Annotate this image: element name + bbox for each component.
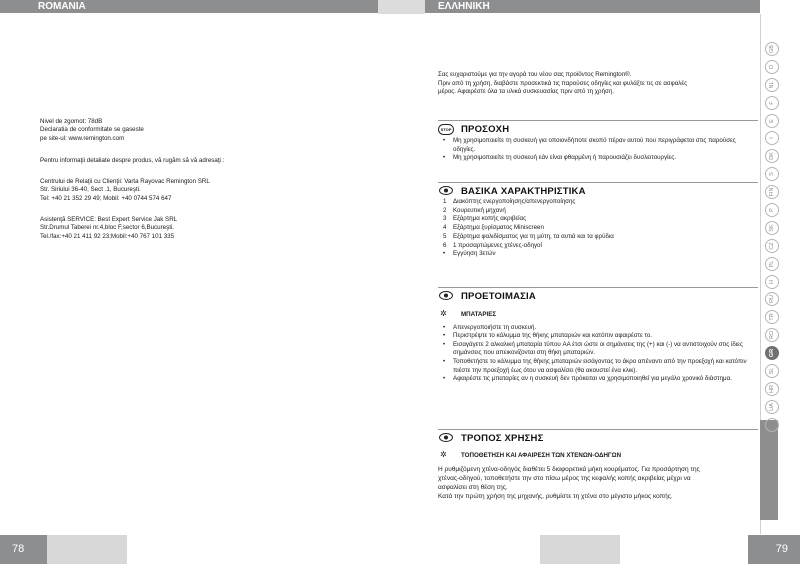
list-item: • Εγγύηση 3ετών [438, 250, 758, 259]
language-tab-cz[interactable]: CZ [765, 239, 779, 253]
list-item: • Μη χρησιμοποιείτε τη συσκευή εάν είναι φθαρμένη ή παρουσιάζει δυσλειτουργίες. [438, 154, 758, 163]
left-page-number: 78 [12, 543, 25, 555]
features-heading [438, 182, 758, 198]
right-footer [748, 535, 800, 564]
intro-line: Σας ευχαριστούμε για την αγορά του νέου σας προϊόντος Remington®. [438, 71, 632, 78]
right-page-title: ΕΛΛΗΝΙΚΗ [438, 1, 490, 12]
usage-line: ασφαλίσει στη θέση της. [438, 484, 508, 491]
language-tab-gb[interactable]: GB [765, 42, 779, 56]
preparation-title: ΠΡΟΕΤΟΙΜΑΣΙΑ [461, 291, 536, 302]
service-phone: Tel./fax:+40 21 411 92 23;Mobil:+40 767 101 335 [40, 232, 175, 240]
eye-icon [439, 186, 453, 195]
language-tab-hr[interactable]: HR [765, 382, 779, 396]
caution-title: ΠΡΟΣΟΧΗ [461, 124, 510, 135]
batteries-subtitle: ΜΠΑΤΑΡΙΕΣ [461, 311, 497, 318]
language-tab-sl[interactable]: SL [765, 364, 779, 378]
preparation-body [438, 311, 758, 384]
left-footer [0, 535, 47, 564]
list-item [438, 207, 758, 216]
language-tab-e[interactable]: E [765, 114, 779, 128]
language-tab-ru[interactable]: RU [765, 292, 779, 306]
service-block [40, 216, 340, 241]
item-number: 3 [443, 215, 447, 223]
item-text: Εξάρτημα ξυρίσματος Miniscreen [453, 224, 544, 232]
list-item [438, 233, 758, 242]
conformity-line: Declaratia de conformitate se gaseste [40, 126, 144, 134]
right-footer-accent [540, 535, 620, 564]
usage-body [438, 452, 758, 501]
language-tab-dk[interactable]: DK [765, 149, 779, 163]
list-item [438, 242, 758, 251]
noise-level: Nivel de zgomot: 78dB [40, 118, 103, 125]
language-tab-tr[interactable]: TR [765, 310, 779, 324]
item-text: Κουρευτική μηχανή [453, 206, 506, 214]
intro-line: Πριν από τη χρήση, διαβάστε προσεκτικά τις παρούσες οδηγίες και φυλάξτε τις σε ασφαλές [438, 79, 688, 87]
caution-list [438, 137, 758, 163]
info-block [40, 157, 340, 165]
customer-center-phone: Tel: +40 21 352 29 49; Mobil: +40 0744 574 647 [40, 194, 172, 202]
list-item [438, 215, 758, 224]
intro-line: μέρος. Αφαιρέστε όλα τα υλικά συσκευασίας πριν από τη χρήση. [438, 88, 614, 96]
item-text: Διακόπτης ενεργοποίησης/απενεργοποίησης [453, 198, 576, 205]
stop-icon: STOP [438, 124, 454, 135]
usage-title: ΤΡΟΠΟΣ ΧΡΗΣΗΣ [461, 433, 544, 444]
service-name: Asistenţă SERVICE: Best Expert Service Jak SRL [40, 216, 178, 223]
sun-icon: ✲ [440, 309, 447, 318]
item-number: 6 [443, 241, 447, 249]
language-tab-d[interactable]: D [765, 60, 779, 74]
usage-heading [438, 429, 758, 445]
language-tab-sk[interactable]: SK [765, 221, 779, 235]
list-item: • Απενεργοποιήστε τη συσκευή. [438, 324, 758, 333]
left-page-title: ROMANIA [38, 1, 86, 12]
language-tab-ro[interactable]: RO [765, 328, 779, 342]
gutter-top [378, 0, 425, 14]
item-text: Εξάρτημα κοπής ακριβείας [453, 215, 527, 223]
language-tab-i[interactable]: I [765, 131, 779, 145]
noise-declaration-block [40, 118, 340, 143]
right-page-number: 79 [775, 543, 788, 555]
list-item: • Περιστρέψτε το κάλυμμα της θήκης μπαταριών και κατόπιν αφαιρέστε το. [438, 332, 758, 341]
intro-block [438, 71, 758, 97]
service-address: Str.Drumul Taberei nr.4,bloc F,sector 6,Bucureşti. [40, 224, 175, 232]
language-tab-pl[interactable]: PL [765, 257, 779, 271]
usage-line: Κατά την πρώτη χρήση της μηχανής, ρυθμίστε τη χτένα στο μέγιστο μήκος κοπής. [438, 493, 673, 501]
item-text: Εξάρτημα φαλιδίσματος για τη μύτη, τα αυτιά και τα φρύδια [453, 232, 614, 240]
info-line: Pentru informaţii detaliate despre produs, vă rugăm să vă adresaţi : [40, 157, 225, 164]
language-tab-s[interactable]: S [765, 167, 779, 181]
item-number: 5 [443, 232, 447, 240]
list-item: • Αφαιρέστε τις μπαταρίες αν η συσκευή δεν πρόκειται να χρησιμοποιηθεί για μεγάλο χρονικό διάστημα. [438, 375, 758, 384]
list-item: • Τοποθετήστε το κάλυμμα της θήκης μπαταριών εισάγοντας το άκρο απέναντι από την προεξοχή και κατόπιν πιέστε την προεξοχή έως ότου να ασφαλίσει (θα ακουστεί ένα κλικ). [438, 358, 758, 375]
features-list [438, 198, 758, 259]
usage-paragraph [438, 465, 758, 502]
language-tab-fin[interactable]: FIN [765, 185, 779, 199]
language-tab-f[interactable]: F [765, 96, 779, 110]
item-text: 1 προσαρτώμενες χτένες-οδηγοί [453, 241, 542, 249]
language-tab-ua[interactable]: UA [765, 400, 779, 414]
website-line: pe site-ul: www.remington.com [40, 134, 125, 142]
batteries-subheading [438, 311, 758, 320]
list-item: • Εισαγάγετε 2 αλκαλική μπαταρία τύπου AA έτσι ώστε οι σημάνσεις της (+) και (-) να αντιστοιχούν στις ίδιες σημάνσεις που απεικονίζονται στη θήκη μπαταριών. [438, 341, 758, 358]
language-tab-nl[interactable]: NL [765, 78, 779, 92]
caution-heading [438, 120, 758, 136]
features-title: ΒΑΣΙΚΑ ΧΑΡΑΚΤΗΡΙΣΤΙΚΑ [461, 186, 586, 197]
usage-line: χτένας-οδηγού, τοποθετήστε την στο πίσω μέρος της κεφαλής κοπής ακριβείας μέχρι να [438, 474, 691, 482]
eye-icon [439, 433, 453, 442]
usage-line: Η ρυθμιζόμενη χτένα-οδηγός διαθέτει 5 διαφορετικά μήκη κουρέματος. Για προσάρτηση της [438, 465, 700, 473]
language-tab-gr[interactable]: GR [765, 346, 779, 360]
item-number: 1 [443, 198, 447, 205]
language-tab-p[interactable]: P [765, 203, 779, 217]
customer-center-block [40, 178, 340, 203]
left-page-header [0, 0, 378, 13]
combs-subheading [438, 452, 758, 461]
sun-icon: ✲ [440, 450, 447, 459]
list-item [438, 224, 758, 233]
language-tab-ae[interactable]: AE [765, 418, 779, 432]
list-item: • Μη χρησιμοποιείτε τη συσκευή για οποιονδήποτε σκοπό πέραν αυτού που περιγράφεται στις παρούσες οδηγίες. [438, 137, 758, 154]
combs-subtitle: ΤΟΠΟΘΕΤΗΣΗ ΚΑΙ ΑΦΑΙΡΕΣΗ ΤΩΝ ΧΤΕΝΩΝ-ΟΔΗΓΩΝ [461, 452, 622, 459]
customer-center-address: Str. Siriului 36-40, Sect .1, Bucureşti. [40, 186, 141, 194]
eye-icon [439, 291, 453, 300]
right-page-header [425, 0, 760, 13]
list-item [438, 198, 758, 207]
language-tab-h[interactable]: H [765, 275, 779, 289]
left-footer-accent [47, 535, 127, 564]
item-number: 4 [443, 224, 447, 232]
item-number: 2 [443, 206, 447, 214]
customer-center-name: Centrului de Relaţii cu Clienţii: Varta Rayovac Remington SRL [40, 178, 210, 185]
preparation-heading [438, 287, 758, 303]
language-tabs [765, 42, 779, 436]
